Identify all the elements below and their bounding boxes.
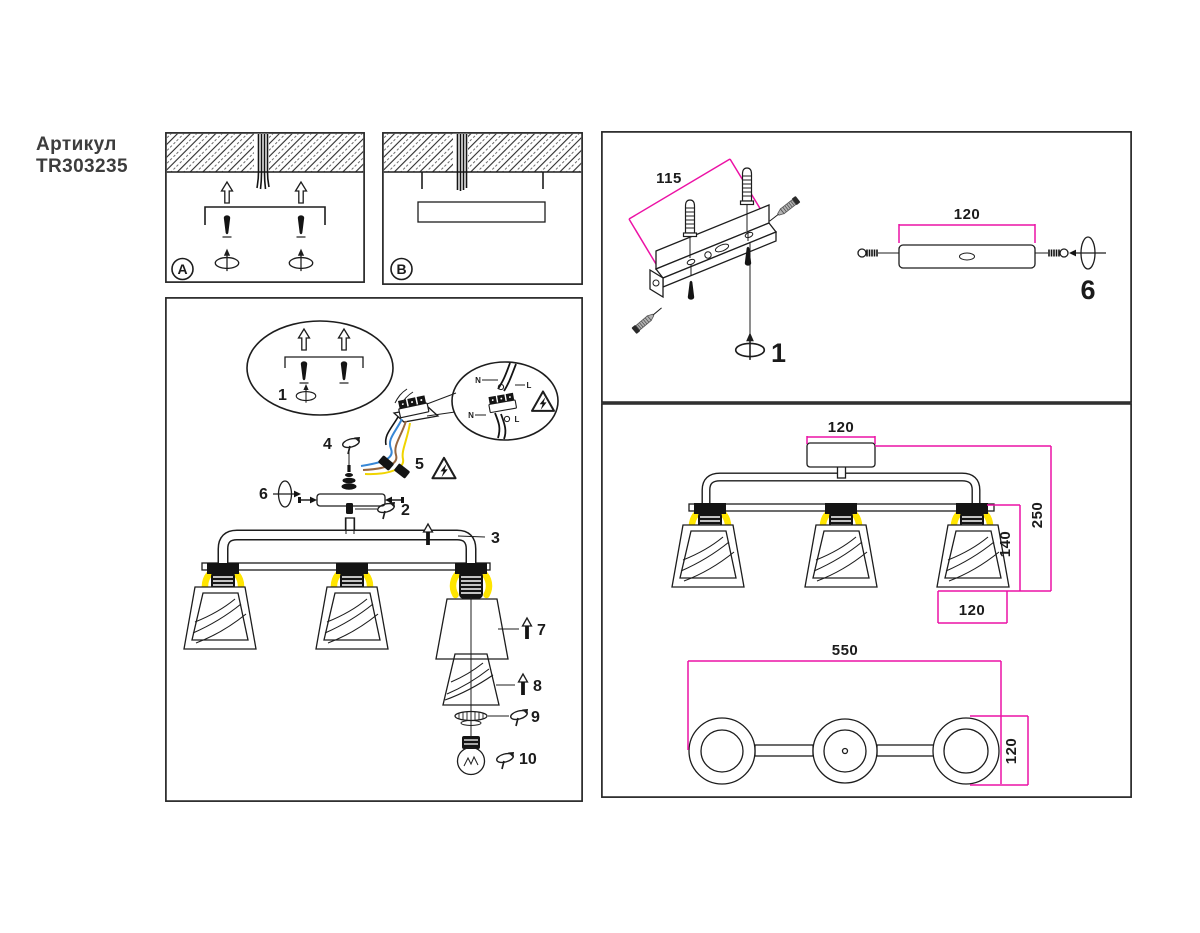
canopy-bar bbox=[807, 443, 875, 467]
article-label: Артикул bbox=[36, 134, 117, 155]
socket bbox=[455, 563, 487, 599]
shade-assembled bbox=[316, 587, 388, 649]
step-10-label: 10 bbox=[519, 751, 537, 768]
wire-n-bottom-label: N bbox=[468, 411, 474, 420]
variant-a-label: A bbox=[177, 261, 188, 277]
shade-assembled bbox=[184, 587, 256, 649]
step-7-label: 7 bbox=[537, 622, 546, 639]
variant-b-label: B bbox=[396, 261, 407, 277]
panel-mount-type-a bbox=[165, 132, 365, 283]
panel-assembly-steps bbox=[165, 297, 583, 802]
wall-plug bbox=[741, 168, 754, 205]
step-3-label: 3 bbox=[491, 530, 500, 547]
step-5-label: 5 bbox=[415, 456, 424, 473]
panel-dimensions bbox=[601, 403, 1132, 798]
step-1-label: 1 bbox=[278, 387, 287, 404]
assembly-drawing bbox=[165, 297, 583, 802]
step-9-label: 9 bbox=[531, 709, 540, 726]
dim-canopy-width-label: 120 bbox=[827, 419, 855, 436]
canopy-bar bbox=[899, 245, 1035, 268]
wall-plug bbox=[684, 200, 697, 237]
stem-coupler bbox=[346, 503, 353, 514]
dimensions-drawing bbox=[601, 403, 1132, 798]
ceiling-hatch bbox=[384, 134, 581, 172]
dim-shade-width-label: 120 bbox=[958, 602, 986, 619]
dim-shade-height-label: 140 bbox=[997, 530, 1014, 558]
wire-n-top-label: N bbox=[475, 376, 481, 385]
dim-total-height-label: 250 bbox=[1029, 501, 1046, 529]
mount-a-drawing bbox=[165, 132, 365, 283]
bracket-drawing bbox=[601, 131, 1132, 403]
step-6-label: 6 bbox=[259, 486, 268, 503]
shade bbox=[672, 525, 744, 587]
panel-bracket-detail bbox=[601, 131, 1132, 403]
wire-l-top-label: L bbox=[526, 381, 532, 390]
dim-115-label: 115 bbox=[656, 170, 682, 187]
wire-l-bottom-label: L bbox=[514, 415, 520, 424]
dim-shade-diameter-label: 120 bbox=[1003, 737, 1020, 765]
article-block bbox=[36, 134, 128, 179]
step-2-label: 2 bbox=[401, 502, 410, 519]
dim-120-label: 120 bbox=[953, 206, 981, 223]
shade bbox=[805, 525, 877, 587]
step-canopy-label: 6 bbox=[1080, 275, 1096, 305]
mounting-plate bbox=[418, 202, 545, 222]
panel-mount-type-b bbox=[382, 132, 583, 285]
article-code: TR303235 bbox=[36, 156, 128, 178]
step-8-label: 8 bbox=[533, 678, 542, 695]
step-4-label: 4 bbox=[323, 436, 332, 453]
step-anchor-label: 1 bbox=[771, 338, 787, 368]
dim-total-length-label: 550 bbox=[831, 642, 859, 659]
mount-b-drawing bbox=[382, 132, 583, 285]
top-view bbox=[689, 718, 999, 784]
